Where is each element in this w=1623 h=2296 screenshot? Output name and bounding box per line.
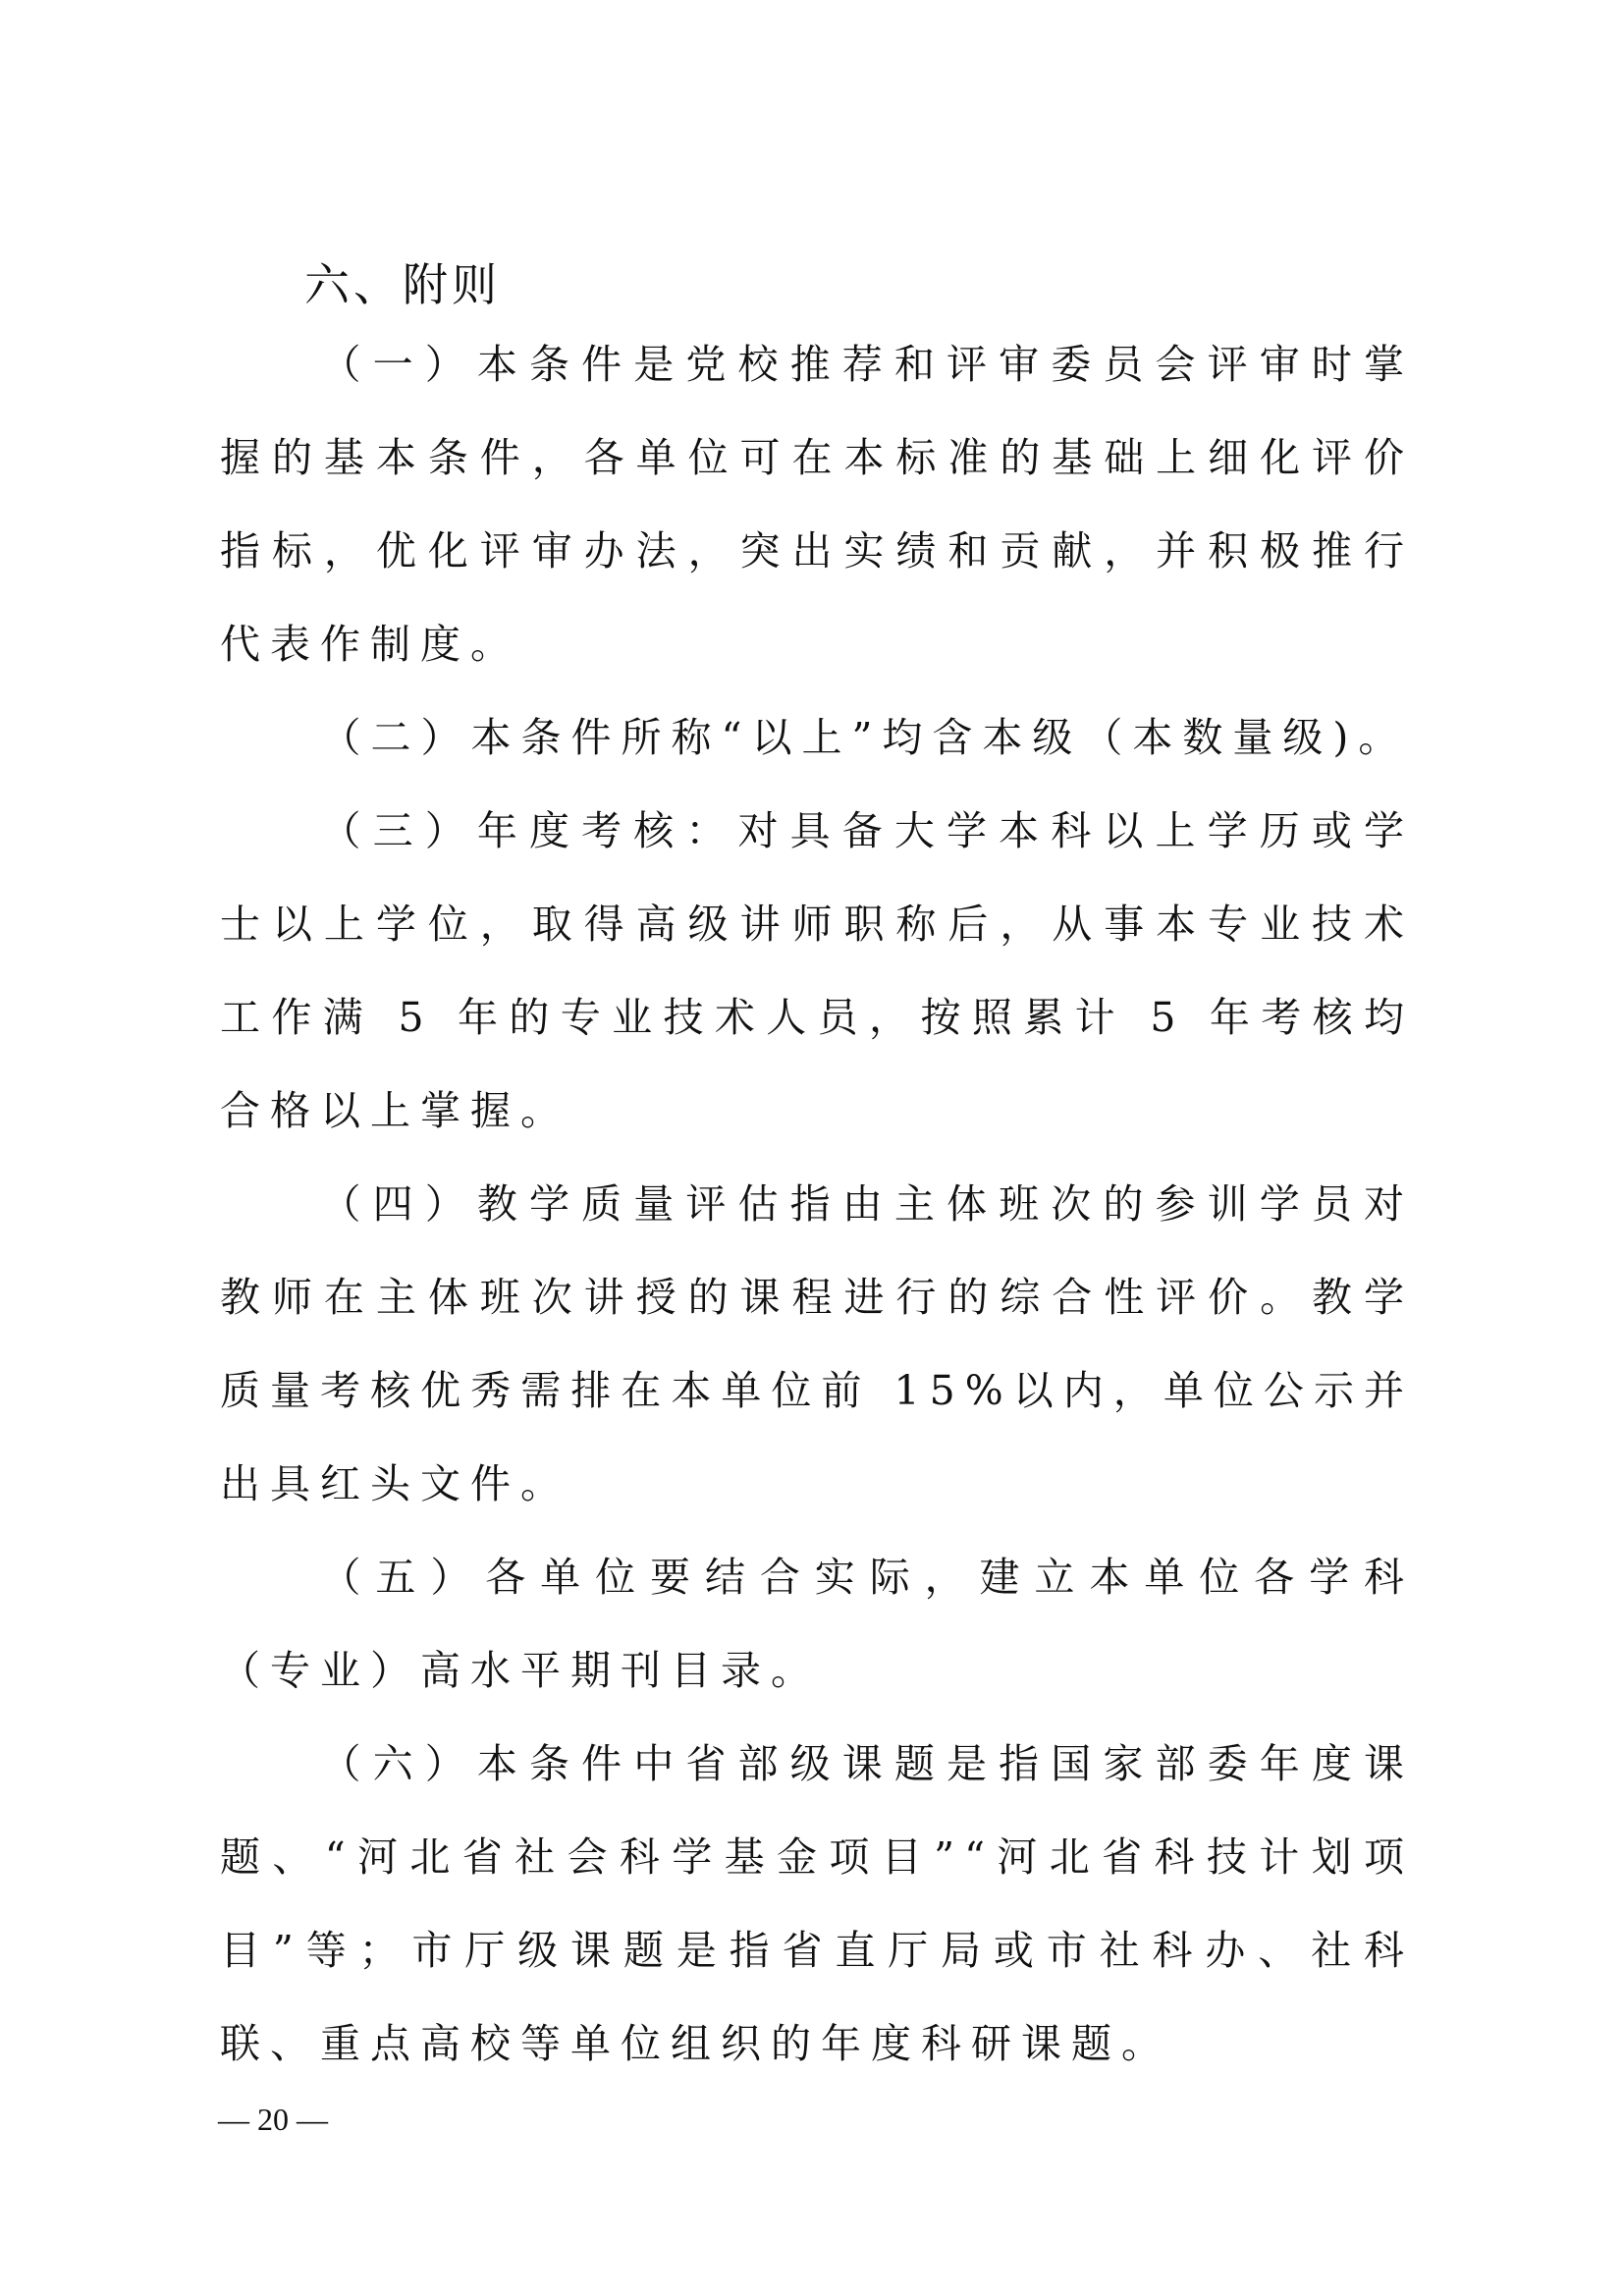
paragraph-3: （三）年度考核：对具备大学本科以上学历或学士以上学位，取得高级讲师职称后，从事本专业技术工作满 5 年的专业技术人员，按照累计 5 年考核均合格以上掌握。 xyxy=(220,807,1414,1134)
paragraph-6: （六）本条件中省部级课题是指国家部委年度课题、“河北省社会科学基金项目”“河北省科技计划项目”等；市厅级课题是指省直厅局或市社科办、社科联、重点高校等单位组织的年度科研课题。 xyxy=(220,1740,1414,2067)
paragraph-1: （一）本条件是党校推荐和评审委员会评审时掌握的基本条件，各单位可在本标准的基础上细化评价指标，优化评审办法，突出实绩和贡献，并积极推行代表作制度。 xyxy=(220,341,1414,668)
page-number: — 20 — xyxy=(218,2102,328,2137)
paragraph-5: （五）各单位要结合实际，建立本单位各学科（专业）高水平期刊目录。 xyxy=(220,1554,1414,1694)
section-heading: 六、附则 xyxy=(304,258,501,311)
paragraph-4: （四）教学质量评估指由主体班次的参训学员对教师在主体班次讲授的课程进行的综合性评价。教学质量考核优秀需排在本单位前 15%以内，单位公示并出具红头文件。 xyxy=(220,1180,1414,1507)
paragraph-2: （二）本条件所称“以上”均含本级（本数量级)。 xyxy=(320,714,1409,761)
section-body xyxy=(220,318,1414,2091)
